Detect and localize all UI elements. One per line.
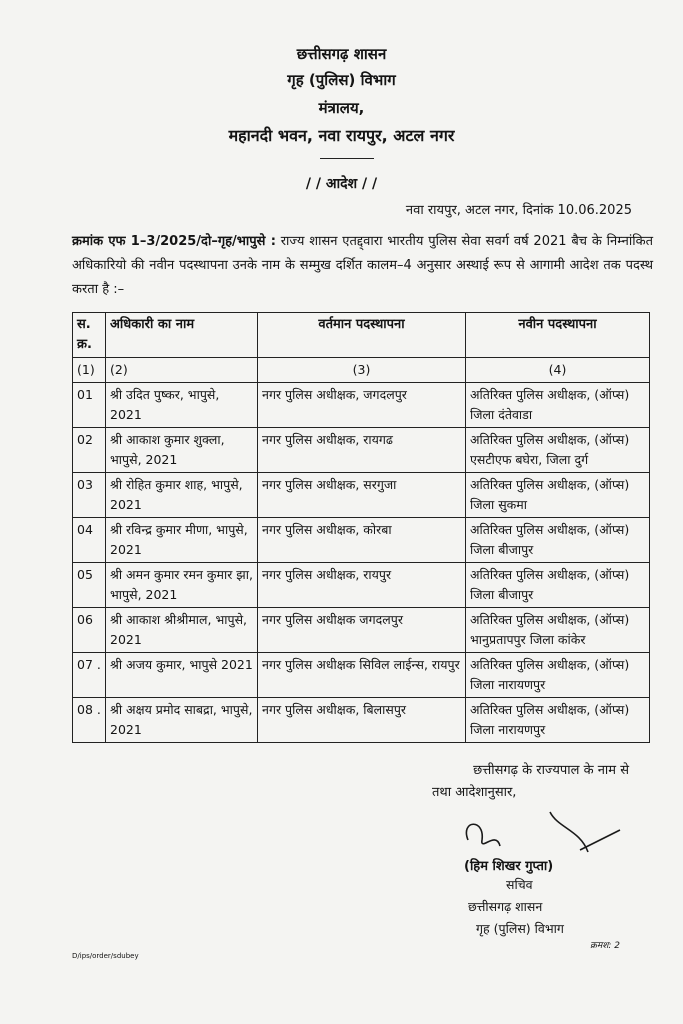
cell-new-posting: अतिरिक्त पुलिस अधीक्षक, (ऑप्स) जिला सुकमा — [466, 473, 650, 518]
col-header-name: अधिकारी का नाम — [106, 313, 258, 358]
cell-officer: श्री आकाश श्रीश्रीमाल, भापुसे, 2021 — [106, 608, 258, 653]
signatory-name: (हिम शिखर गुप्ता) — [464, 859, 554, 874]
colnum-2: (2) — [106, 358, 258, 383]
cell-current-posting: नगर पुलिस अधीक्षक, बिलासपुर — [258, 698, 466, 743]
table-row — [73, 563, 650, 608]
cell-sno: 03 — [73, 473, 106, 518]
table-header-row — [73, 313, 650, 358]
colnum-4: (4) — [466, 358, 650, 383]
cell-officer: श्री अजय कुमार, भापुसे 2021 — [106, 653, 258, 698]
cell-sno: 02 — [73, 428, 106, 473]
cell-sno: 04 — [73, 518, 106, 563]
signatory-title: सचिव — [506, 877, 533, 892]
cell-sno: 06 — [73, 608, 106, 653]
header-divider — [320, 158, 374, 159]
table-colnum-row — [73, 358, 650, 383]
cell-current-posting: नगर पुलिस अधीक्षक, जगदलपुर — [258, 383, 466, 428]
file-path-footer: D/ips/order/sdubey — [72, 952, 139, 960]
cell-current-posting: नगर पुलिस अधीक्षक सिविल लाईन्स, रायपुर — [258, 653, 466, 698]
header-government: छत्तीसगढ़ शासन — [296, 45, 387, 63]
order-dateline: नवा रायपुर, अटल नगर, दिनांक 10.06.2025 — [405, 203, 632, 218]
cell-officer: श्री रविन्द्र कुमार मीणा, भापुसे, 2021 — [106, 518, 258, 563]
table-row — [73, 698, 650, 743]
cell-new-posting: अतिरिक्त पुलिस अधीक्षक, (ऑप्स) एसटीएफ बघेरा, जिला दुर्ग — [466, 428, 650, 473]
page-continuation-note: क्रमश: 2 — [590, 941, 621, 951]
cell-sno: 08 . — [73, 698, 106, 743]
colnum-3: (3) — [258, 358, 466, 383]
header-ministry: मंत्रालय, — [318, 99, 365, 117]
table-row — [73, 608, 650, 653]
cell-current-posting: नगर पुलिस अधीक्षक, सरगुजा — [258, 473, 466, 518]
cell-officer: श्री उदित पुष्कर, भापुसे, 2021 — [106, 383, 258, 428]
signatory-org: छत्तीसगढ़ शासन — [468, 899, 543, 914]
table-row — [73, 653, 650, 698]
closing-line-2: तथा आदेशानुसार, — [432, 785, 517, 800]
order-heading: / / आदेश / / — [305, 176, 378, 192]
col-header-sno: स. क्र. — [73, 313, 106, 358]
cell-current-posting: नगर पुलिस अधीक्षक जगदलपुर — [258, 608, 466, 653]
cell-new-posting: अतिरिक्त पुलिस अधीक्षक, (ऑप्स) भानुप्रतापपुर जिला कांकेर — [466, 608, 650, 653]
table-row — [73, 428, 650, 473]
header-department: गृह (पुलिस) विभाग — [287, 71, 396, 89]
col-header-current: वर्तमान पदस्थापना — [258, 313, 466, 358]
posting-table — [72, 312, 650, 743]
table-row — [73, 518, 650, 563]
closing-line-1: छत्तीसगढ़ के राज्यपाल के नाम से — [473, 763, 629, 778]
table-row — [73, 473, 650, 518]
cell-new-posting: अतिरिक्त पुलिस अधीक्षक, (ऑप्स) जिला बीजापुर — [466, 518, 650, 563]
cell-new-posting: अतिरिक्त पुलिस अधीक्षक, (ऑप्स) जिला दंतेवाडा — [466, 383, 650, 428]
cell-officer: श्री अमन कुमार रमन कुमार झा, भापुसे, 2021 — [106, 563, 258, 608]
cell-current-posting: नगर पुलिस अधीक्षक, रायपुर — [258, 563, 466, 608]
cell-officer: श्री रोहित कुमार शाह, भापुसे, 2021 — [106, 473, 258, 518]
cell-sno: 01 — [73, 383, 106, 428]
colnum-1: (1) — [73, 358, 106, 383]
cell-officer: श्री आकाश कुमार शुक्ला, भापुसे, 2021 — [106, 428, 258, 473]
cell-sno: 07 . — [73, 653, 106, 698]
cell-current-posting: नगर पुलिस अधीक्षक, कोरबा — [258, 518, 466, 563]
col-header-new: नवीन पदस्थापना — [466, 313, 650, 358]
table-row — [73, 383, 650, 428]
order-paragraph — [72, 230, 653, 302]
cell-new-posting: अतिरिक्त पुलिस अधीक्षक, (ऑप्स) जिला नारायणपुर — [466, 698, 650, 743]
cell-new-posting: अतिरिक्त पुलिस अधीक्षक, (ऑप्स) जिला नारायणपुर — [466, 653, 650, 698]
cell-current-posting: नगर पुलिस अधीक्षक, रायगढ — [258, 428, 466, 473]
cell-sno: 05 — [73, 563, 106, 608]
signatory-department: गृह (पुलिस) विभाग — [476, 921, 564, 936]
order-reference: क्रमांक एफ 1–3/2025/दो–गृह/भापुसे : — [72, 234, 276, 249]
cell-new-posting: अतिरिक्त पुलिस अधीक्षक, (ऑप्स) जिला बीजापुर — [466, 563, 650, 608]
header-address: महानदी भवन, नवा रायपुर, अटल नगर — [228, 126, 455, 145]
cell-officer: श्री अक्षय प्रमोद साबद्रा, भापुसे, 2021 — [106, 698, 258, 743]
order-body-text: राज्य शासन एतद्द्वारा भारतीय पुलिस सेवा सवर्ग वर्ष 2021 बैच के निम्नांकित अधिकारियो की नवीन पदस्थापना उनके नाम के सम्मुख दर्शित कालम–4 अनुसार अस्थाई रूप से आगामी आदेश तक पदस्थ करता है :– — [72, 234, 653, 297]
